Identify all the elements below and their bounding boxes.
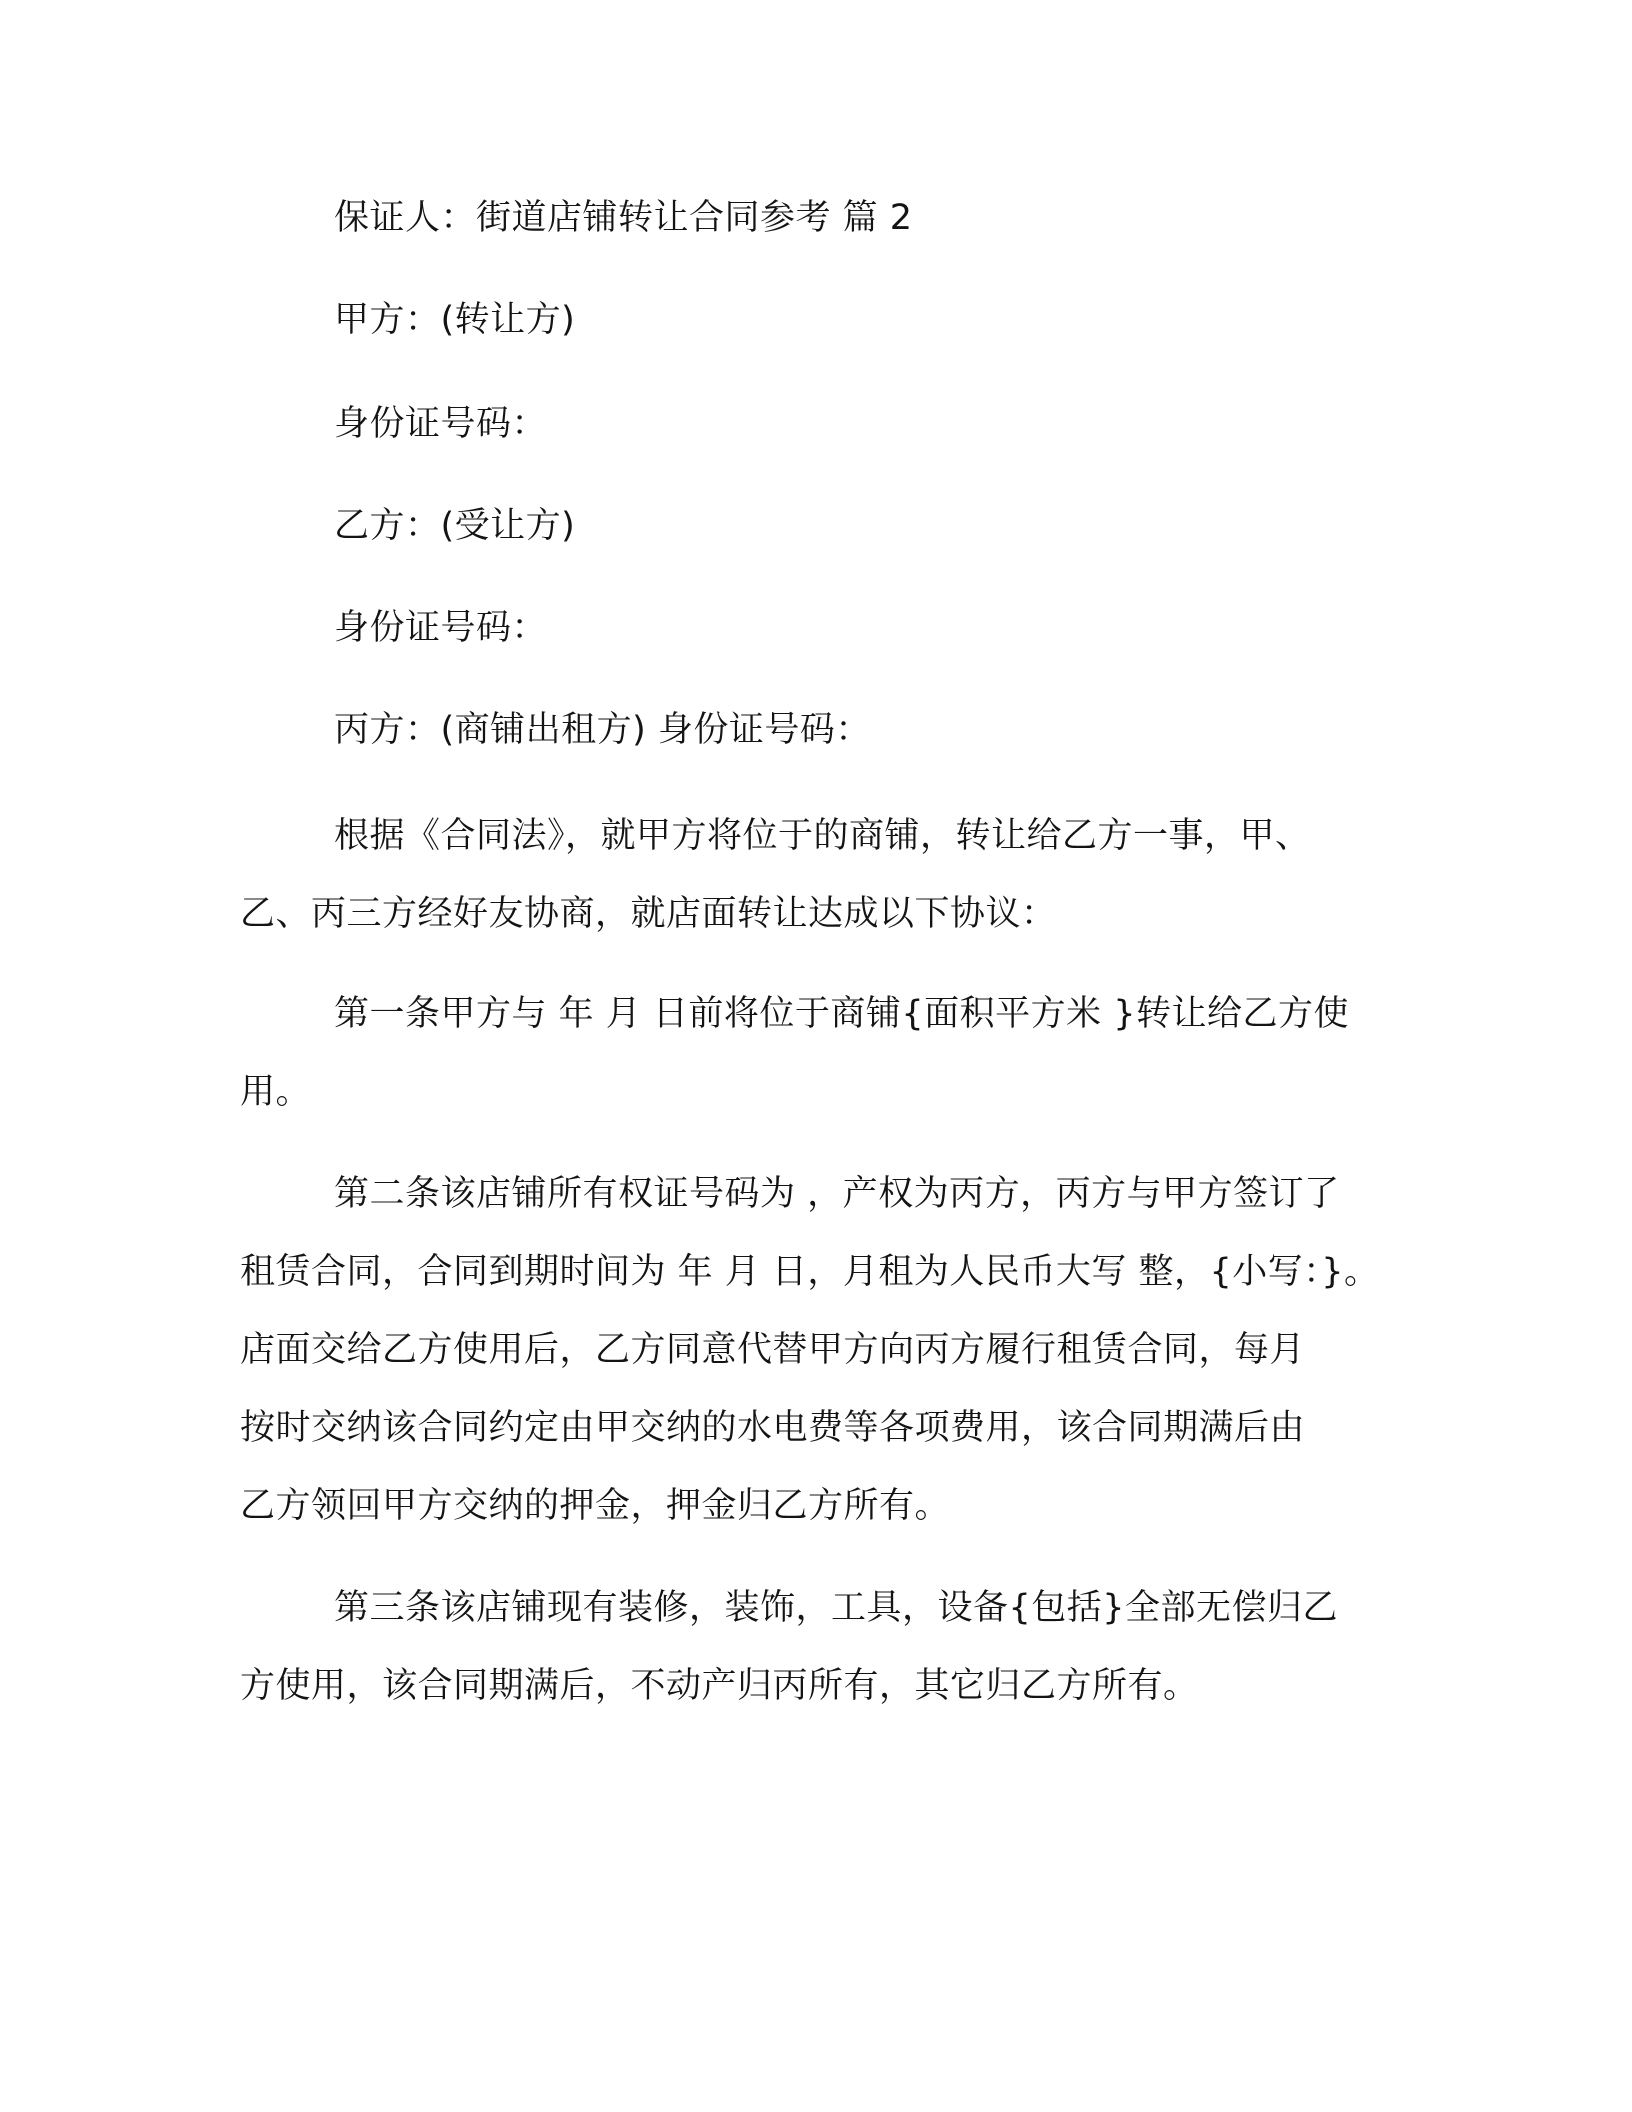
- article-1-line-2: 用。: [240, 1072, 312, 1112]
- preamble-line-2: 乙、丙三方经好友协商，就店面转让达成以下协议：: [240, 894, 1057, 934]
- preamble-line-1: 根据《合同法》，就甲方将位于的商铺，转让给乙方一事，甲、: [334, 816, 1311, 856]
- article-1-line-1: 第一条甲方与 年 月 日前将位于商铺{面积平方米 }转让给乙方使: [334, 994, 1350, 1034]
- party-a-id-line: 身份证号码：: [334, 404, 548, 444]
- article-3-line-2: 方使用，该合同期满后，不动产归丙所有，其它归乙方所有。: [240, 1666, 1199, 1706]
- article-2-line-5: 乙方领回甲方交纳的押金，押金归乙方所有。: [240, 1486, 951, 1526]
- guarantor-line: 保证人：街道店铺转让合同参考 篇 2: [334, 198, 913, 238]
- article-2-line-1: 第二条该店铺所有权证号码为 ，产权为丙方，丙方与甲方签订了: [334, 1174, 1340, 1214]
- party-c-line: 丙方：(商铺出租方) 身份证号码：: [334, 710, 871, 750]
- party-b-line: 乙方：(受让方): [334, 506, 576, 546]
- article-2-line-2: 租赁合同，合同到期时间为 年 月 日，月租为人民币大写 整，{小写：}。: [240, 1252, 1380, 1292]
- article-2-line-4: 按时交纳该合同约定由甲交纳的水电费等各项费用，该合同期满后由: [240, 1408, 1306, 1448]
- article-2-line-3: 店面交给乙方使用后，乙方同意代替甲方向丙方履行租赁合同，每月: [240, 1330, 1306, 1370]
- party-b-id-line: 身份证号码：: [334, 608, 548, 648]
- article-3-line-1: 第三条该店铺现有装修，装饰，工具，设备{包括}全部无偿归乙: [334, 1588, 1339, 1628]
- party-a-line: 甲方：(转让方): [334, 300, 576, 340]
